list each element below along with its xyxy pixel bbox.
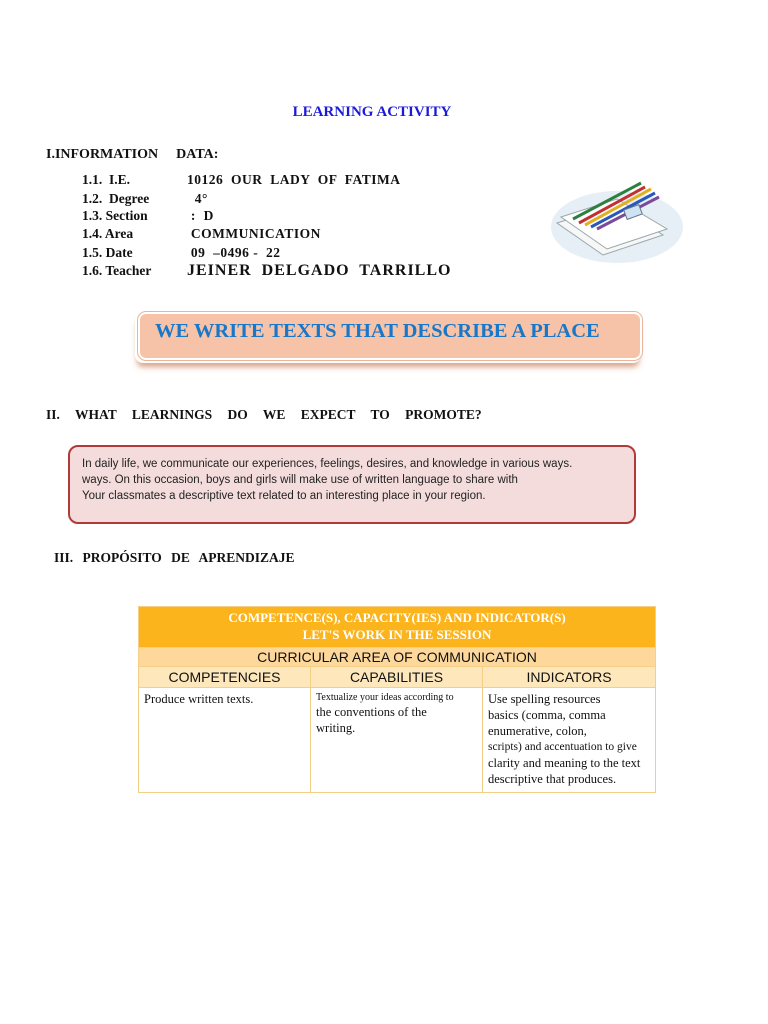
capability-line: the conventions of the [316, 705, 427, 719]
banner-text: WE WRITE TEXTS THAT DESCRIBE A PLACE [155, 320, 600, 342]
indicator-line: enumerative, colon, [488, 724, 587, 738]
column-header-capabilities: CAPABILITIES [311, 667, 483, 688]
info-label: 1.5. Date [82, 245, 133, 260]
capability-line: Textualize your ideas according to [316, 692, 454, 703]
info-row-date [82, 245, 281, 261]
table-header-line2: LET'S WORK IN THE SESSION [302, 627, 492, 642]
info-row-section [82, 208, 214, 224]
capability-cell [311, 688, 483, 793]
indicator-line: clarity and meaning to the text [488, 756, 641, 770]
pencils-paper-icon [545, 175, 685, 267]
information-heading [46, 147, 218, 163]
info-label: 1.6. Teacher [82, 263, 152, 278]
info-value: 4° [187, 191, 208, 206]
info-value: : D [187, 208, 214, 223]
text-line: Your classmates a descriptive text related to an interesting place in your region. [82, 490, 486, 502]
info-row-teacher [82, 262, 451, 280]
table-header-line1: COMPETENCE(S), CAPACITY(IES) AND INDICATOR(S) [228, 610, 566, 625]
info-value: 10126 OUR LADY OF FATIMA [187, 172, 401, 187]
page-title: LEARNING ACTIVITY [292, 104, 452, 120]
indicator-line: basics (comma, comma [488, 708, 606, 722]
info-label: 1.4. Area [82, 226, 134, 241]
info-row-degree [82, 191, 208, 207]
info-value: 09 –0496 - 22 [187, 245, 281, 260]
text-line: In daily life, we communicate our experiences, feelings, desires, and knowledge in various ways. [82, 458, 573, 470]
info-label: 1.3. Section [82, 208, 148, 223]
section3-heading: III. PROPÓSITO DE APRENDIZAJE [54, 550, 295, 565]
competence-table [138, 606, 656, 793]
table-row [139, 688, 656, 793]
indicator-line: scripts) and accentuation to give [488, 741, 637, 753]
info-row-area [82, 226, 321, 242]
column-header-competencies: COMPETENCIES [139, 667, 311, 688]
section2-heading: II. WHAT LEARNINGS DO WE EXPECT TO PROMOTE? [46, 407, 482, 422]
indicator-line: descriptive that produces. [488, 772, 617, 786]
learning-expectations-text [82, 456, 622, 504]
competency-text: Produce written texts. [144, 692, 254, 706]
table-area-header: CURRICULAR AREA OF COMMUNICATION [139, 648, 656, 667]
information-heading-value: DATA: [176, 147, 219, 162]
competency-cell [139, 688, 311, 793]
text-line: ways. On this occasion, boys and girls will make use of written language to share with [82, 474, 518, 486]
capability-line: writing. [316, 721, 356, 735]
indicator-cell [483, 688, 656, 793]
info-row-ie [82, 172, 401, 188]
info-value: JEINER DELGADO TARRILLO [187, 262, 452, 279]
info-label: 1.1. I.E. [82, 172, 131, 187]
indicator-line: Use spelling resources [488, 692, 601, 706]
info-label: 1.2. Degree [82, 191, 150, 206]
information-heading-label: I.INFORMATION [46, 147, 159, 162]
column-header-indicators: INDICATORS [483, 667, 656, 688]
info-value: COMMUNICATION [187, 226, 321, 241]
table-header-main [139, 607, 656, 648]
